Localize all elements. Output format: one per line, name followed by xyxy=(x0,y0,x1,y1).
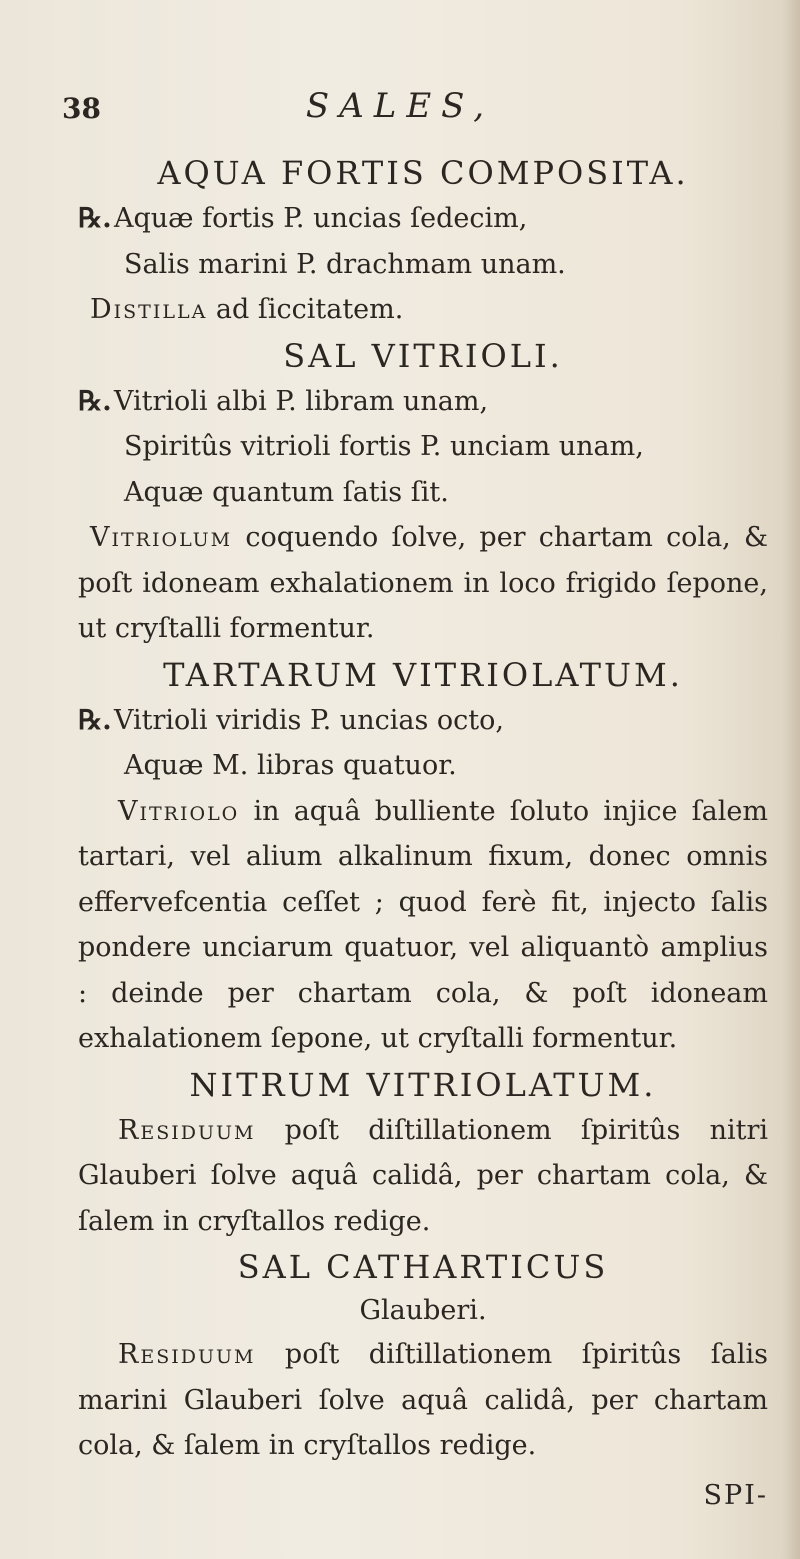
instruction-text: ad ſiccitatem. xyxy=(207,294,404,325)
recipe-symbol: ℞. xyxy=(78,704,112,736)
recipe-symbol: ℞. xyxy=(78,385,112,417)
instruction-lead: Residuum xyxy=(118,1339,256,1370)
instruction-text: poſt diſtillationem ſpiritûs ſalis marini Glauberi ſolve aquâ calidâ, per chartam cola, & ſalem in cryſtallos redige. xyxy=(78,1339,768,1461)
heading-sal-vitrioli: SAL VITRIOLI. xyxy=(283,336,563,375)
instruction-paragraph xyxy=(78,789,768,1062)
recipe-line: Salis marini P. drachmam unam. xyxy=(124,248,566,280)
instruction-paragraph xyxy=(78,515,768,652)
heading-aqua-fortis: AQUA FORTIS COMPOSITA. xyxy=(157,154,689,192)
subheading-glauberi: Glauberi. xyxy=(359,1295,487,1326)
instruction-paragraph xyxy=(78,287,768,333)
instruction-lead: Residuum xyxy=(118,1114,256,1146)
heading-nitrum-vitriolatum: NITRUM VITRIOLATUM. xyxy=(189,1065,657,1104)
recipe-line xyxy=(78,698,768,744)
instruction-text: in aquâ bulliente ſoluto injice ſalem tartari, vel alium alkalinum fixum, donec omnis effervefcentia ceſſet ; quod ferè fit, injecto ſalis pondere unciarum quatuor, vel aliquantò amplius : deinde per chartam cola, & poſt idoneam exhalationem ſepone, ut cryſtalli formentur. xyxy=(78,795,768,1054)
page-edge-shadow xyxy=(782,0,800,1559)
recipe-line xyxy=(78,379,768,425)
recipe-line: Aquæ M. libras quatuor. xyxy=(124,750,457,781)
heading-tartarum-vitriolatum: TARTARUM VITRIOLATUM. xyxy=(163,655,683,694)
instruction-lead: Distilla xyxy=(90,294,208,325)
recipe-text: Vitrioli viridis P. uncias octo, xyxy=(114,704,504,736)
instruction-lead: Vitriolum xyxy=(90,522,233,553)
page-number: 38 xyxy=(62,92,101,125)
running-head: SALES, xyxy=(305,86,495,126)
catchword: SPI- xyxy=(703,1479,768,1511)
recipe-symbol: ℞. xyxy=(78,203,112,234)
recipe-line: Aquæ quantum ſatis ſit. xyxy=(124,476,449,508)
instruction-lead: Vitriolo xyxy=(118,795,240,827)
recipe-text: Vitrioli albi P. libram unam, xyxy=(114,385,489,417)
instruction-paragraph xyxy=(78,1332,768,1469)
recipe-text: Aquæ fortis P. uncias ſedecim, xyxy=(114,203,528,234)
page-body xyxy=(78,150,768,1518)
instruction-text: poſt diſtillationem ſpiritûs nitri Glauberi ſolve aquâ calidâ, per chartam cola, & ſalem in cryſtallos redige. xyxy=(78,1114,768,1237)
recipe-line: Spiritûs vitrioli fortis P. unciam unam, xyxy=(124,431,644,462)
instruction-paragraph xyxy=(78,1108,768,1245)
recipe-line xyxy=(78,196,768,242)
instruction-text: coquendo ſolve, per chartam cola, & poſt idoneam exhalationem in loco frigido ſepone, ut cryſtalli formentur. xyxy=(78,522,768,644)
heading-sal-catharticus: SAL CATHARTICUS xyxy=(237,1248,609,1286)
